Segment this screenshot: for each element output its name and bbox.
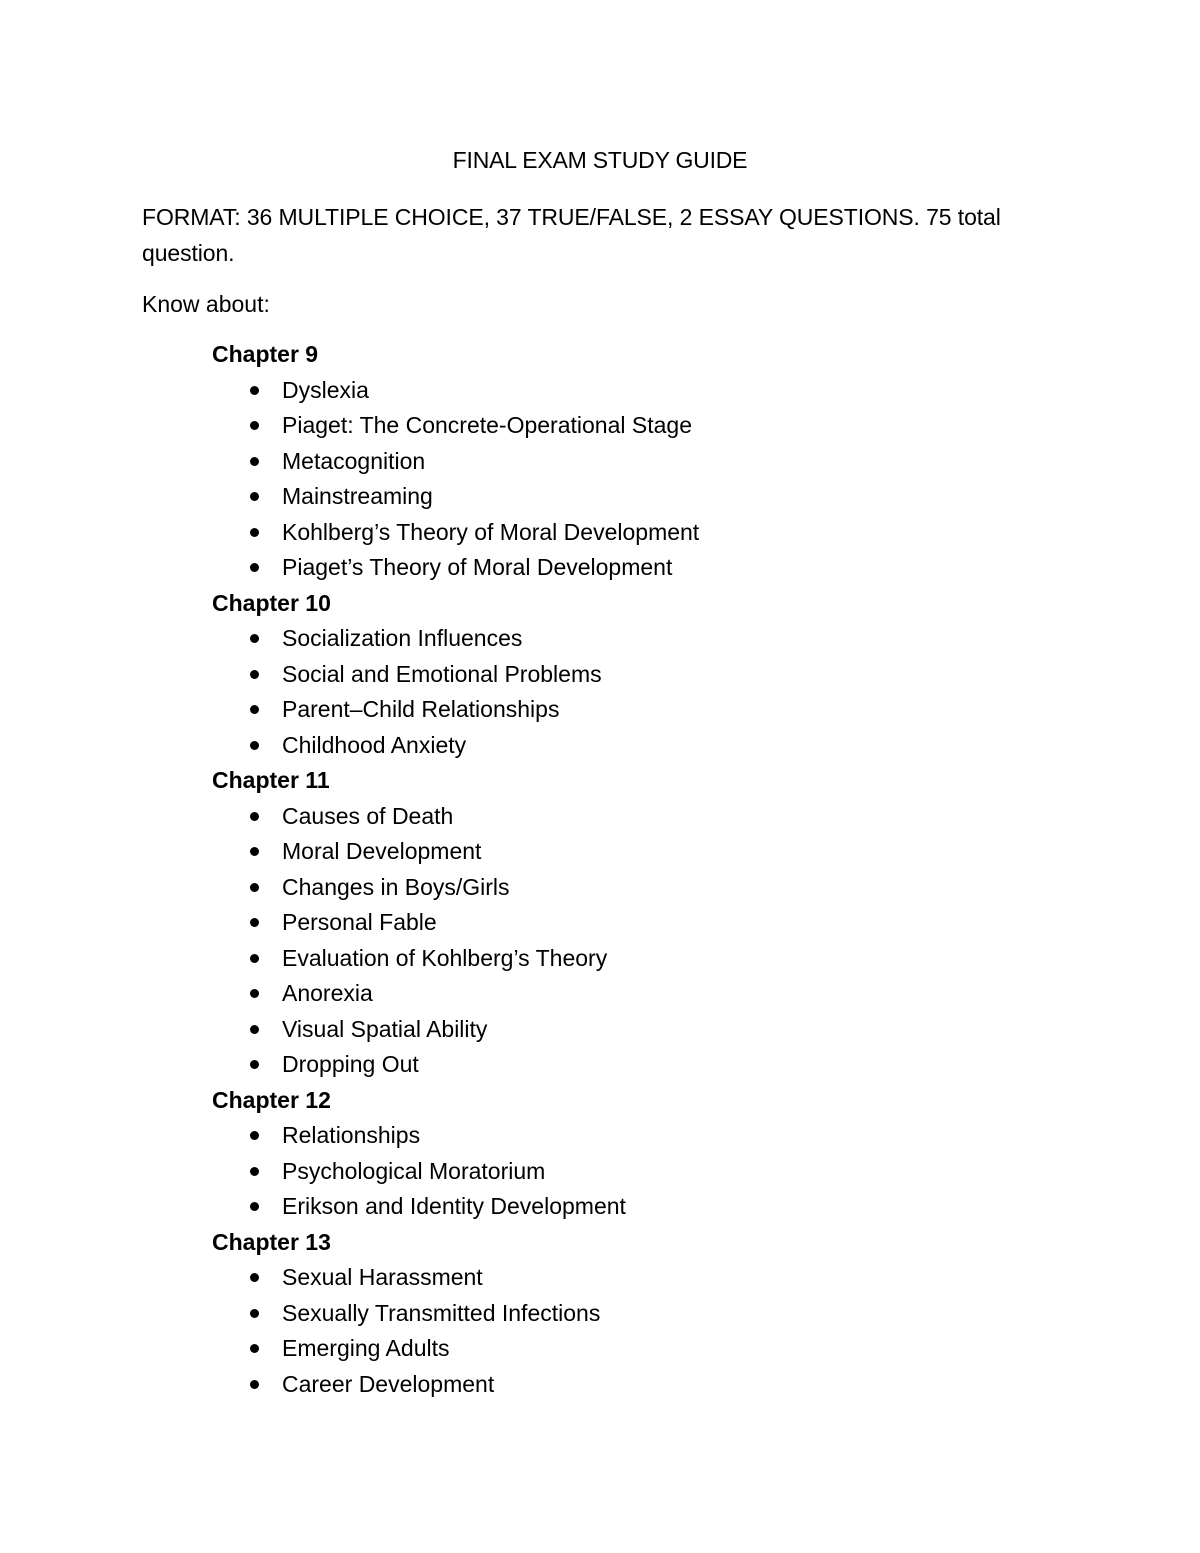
list-item	[212, 1260, 1012, 1296]
bullet-icon	[250, 705, 259, 714]
chapter-heading: Chapter 10	[212, 589, 331, 616]
exam-format-text: FORMAT: 36 MULTIPLE CHOICE, 37 TRUE/FALSE, 2 ESSAY QUESTIONS. 75 total question.	[142, 204, 1001, 266]
chapter-heading: Chapter 9	[212, 341, 319, 367]
list-item	[212, 1296, 1012, 1332]
bullet-icon	[250, 457, 259, 466]
list-item	[212, 692, 1012, 728]
bullet-icon	[250, 989, 259, 998]
topic-label: Social and Emotional Problems	[282, 660, 602, 687]
topic-list	[212, 799, 1012, 1083]
bullet-icon	[250, 1309, 259, 1318]
list-item	[212, 550, 1012, 586]
list-item	[212, 1118, 1012, 1154]
topic-list	[212, 621, 1012, 763]
topic-label: Sexual Harassment	[282, 1264, 483, 1290]
bullet-icon	[250, 528, 259, 537]
topic-label: Relationships	[282, 1122, 421, 1148]
topic-label: Kohlberg’s Theory of Moral Development	[282, 518, 700, 545]
bullet-icon	[250, 421, 259, 430]
bullet-icon	[250, 563, 259, 572]
list-item	[212, 976, 1012, 1012]
bullet-icon	[250, 883, 259, 892]
list-item	[212, 834, 1012, 870]
list-item	[212, 799, 1012, 835]
list-item	[212, 408, 1012, 444]
topic-label: Visual Spatial Ability	[282, 1015, 488, 1042]
topic-label: Parent–Child Relationships	[282, 696, 560, 722]
know-about-label: Know about:	[142, 291, 270, 317]
chapter-list	[212, 337, 1012, 1402]
list-item	[212, 373, 1012, 409]
bullet-icon	[250, 1060, 259, 1069]
bullet-icon	[250, 386, 259, 395]
topic-label: Metacognition	[282, 447, 426, 474]
topic-label: Moral Development	[282, 838, 482, 864]
list-item	[212, 941, 1012, 977]
bullet-icon	[250, 954, 259, 963]
list-item	[212, 905, 1012, 941]
bullet-icon	[250, 1273, 259, 1282]
topic-label: Personal Fable	[282, 909, 437, 935]
list-item	[212, 657, 1012, 693]
topic-list	[212, 373, 1012, 586]
list-item	[212, 1154, 1012, 1190]
bullet-icon	[250, 1167, 259, 1176]
topic-label: Anorexia	[282, 980, 373, 1006]
topic-list	[212, 1260, 1012, 1402]
bullet-icon	[250, 1025, 259, 1034]
chapter-section	[212, 1225, 1012, 1403]
bullet-icon	[250, 1380, 259, 1389]
list-item	[212, 444, 1012, 480]
topic-label: Socialization Influences	[282, 625, 523, 651]
topic-label: Childhood Anxiety	[282, 731, 467, 758]
list-item	[212, 479, 1012, 515]
topic-label: Evaluation of Kohlberg’s Theory	[282, 944, 608, 971]
list-item	[212, 728, 1012, 764]
list-item	[212, 870, 1012, 906]
chapter-section	[212, 763, 1012, 1083]
bullet-icon	[250, 634, 259, 643]
bullet-icon	[250, 741, 259, 750]
topic-label: Dropping Out	[282, 1051, 419, 1077]
topic-label: Psychological Moratorium	[282, 1157, 546, 1184]
bullet-icon	[250, 1202, 259, 1211]
topic-label: Career Development	[282, 1370, 495, 1397]
list-item	[212, 621, 1012, 657]
topic-label: Erikson and Identity Development	[282, 1193, 626, 1219]
topic-label: Piaget: The Concrete-Operational Stage	[282, 412, 692, 438]
topic-label: Sexually Transmitted Infections	[282, 1299, 601, 1326]
bullet-icon	[250, 812, 259, 821]
topic-label: Dyslexia	[282, 376, 369, 403]
list-item	[212, 1012, 1012, 1048]
bullet-icon	[250, 847, 259, 856]
topic-label: Piaget’s Theory of Moral Development	[282, 554, 673, 580]
list-item	[212, 515, 1012, 551]
chapter-section	[212, 1083, 1012, 1225]
bullet-icon	[250, 1131, 259, 1140]
list-item	[212, 1331, 1012, 1367]
chapter-heading: Chapter 11	[212, 767, 330, 793]
bullet-icon	[250, 1344, 259, 1353]
document-title: FINAL EXAM STUDY GUIDE	[452, 147, 748, 173]
list-item	[212, 1047, 1012, 1083]
topic-label: Changes in Boys/Girls	[282, 873, 510, 900]
topic-list	[212, 1118, 1012, 1225]
bullet-icon	[250, 670, 259, 679]
bullet-icon	[250, 918, 259, 927]
topic-label: Mainstreaming	[282, 483, 433, 509]
topic-label: Causes of Death	[282, 802, 454, 829]
chapter-section	[212, 337, 1012, 586]
list-item	[212, 1367, 1012, 1403]
bullet-icon	[250, 492, 259, 501]
topic-label: Emerging Adults	[282, 1335, 450, 1361]
list-item	[212, 1189, 1012, 1225]
chapter-heading: Chapter 12	[212, 1086, 331, 1113]
chapter-section	[212, 586, 1012, 764]
chapter-heading: Chapter 13	[212, 1228, 331, 1255]
